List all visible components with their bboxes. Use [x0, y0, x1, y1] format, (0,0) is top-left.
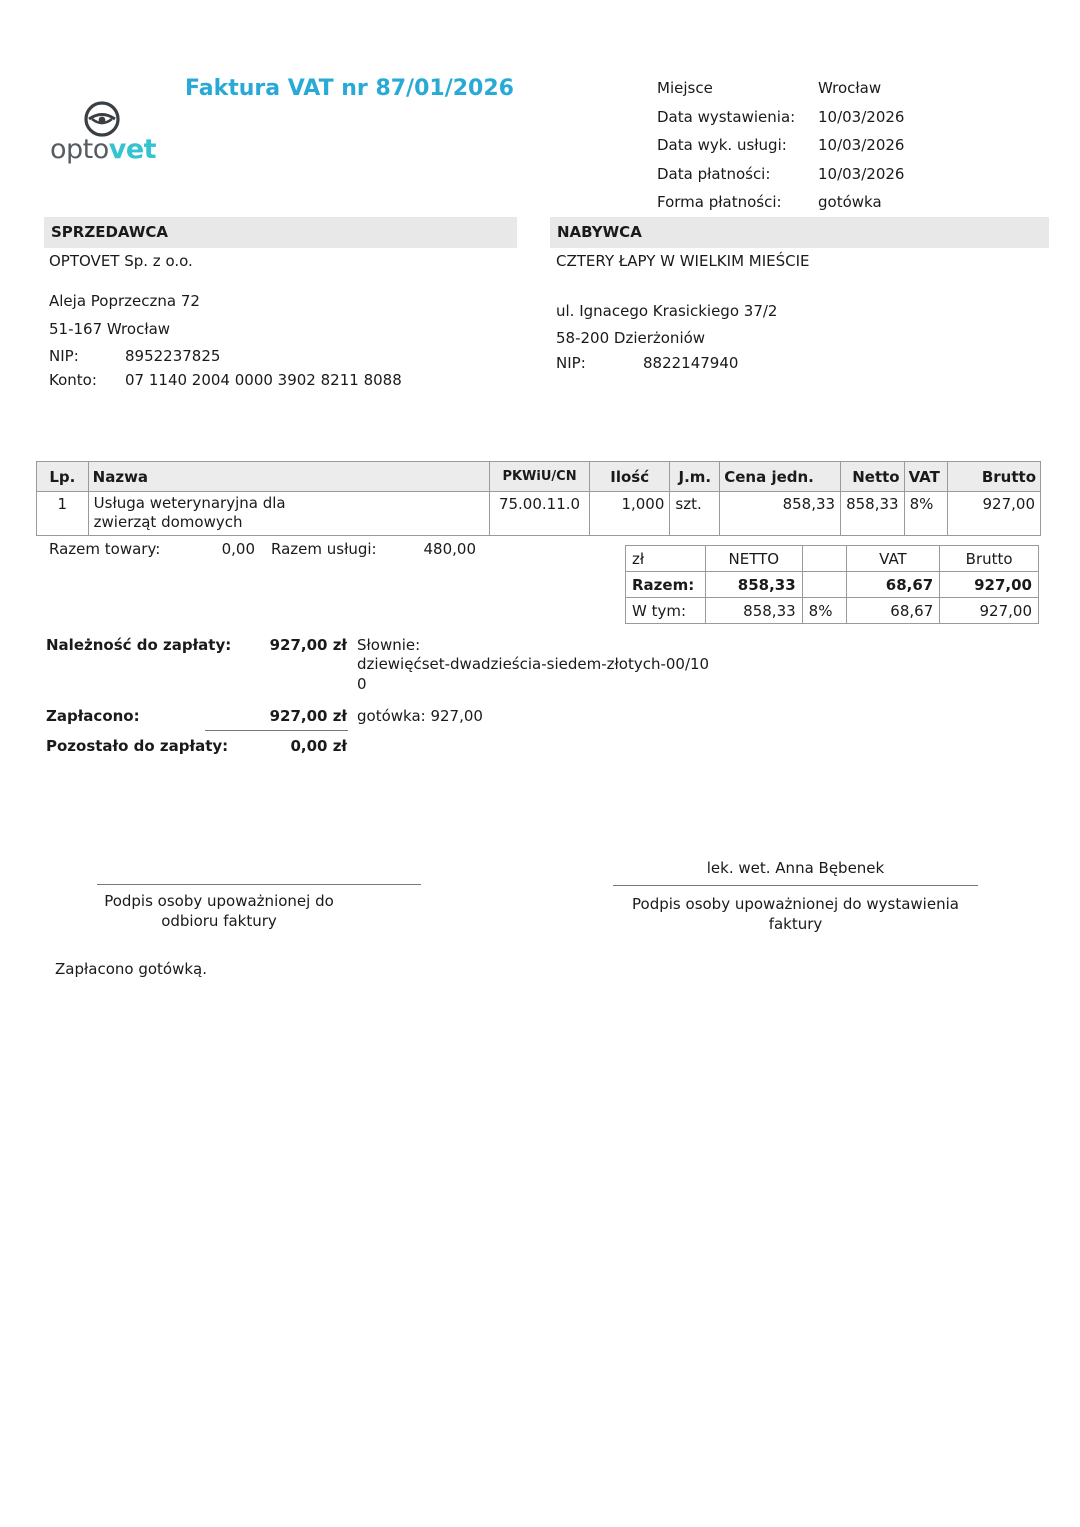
col-unit: J.m.	[670, 462, 720, 492]
summary-net-header: NETTO	[705, 546, 802, 572]
buyer-name: CZTERY ŁAPY W WIELKIM MIEŚCIE	[556, 252, 810, 270]
company-logo	[50, 100, 160, 170]
footer-note: Zapłacono gotówką.	[55, 960, 207, 978]
services-total-value: 480,00	[423, 540, 476, 558]
table-row	[37, 492, 1041, 536]
cell-pkwiu: 75.00.11.0	[490, 492, 590, 536]
summary-incl-label: W tym:	[626, 598, 706, 624]
summary-incl-net: 858,33	[705, 598, 802, 624]
seller-name: OPTOVET Sp. z o.o.	[49, 252, 193, 270]
summary-incl-row	[626, 598, 1039, 624]
cell-unit-price: 858,33	[720, 492, 841, 536]
col-lp: Lp.	[37, 462, 89, 492]
summary-empty-cell	[802, 546, 846, 572]
issuer-signature-caption: Podpis osoby upoważnionej do wystawienia faktury	[632, 895, 959, 933]
cell-name	[88, 492, 489, 536]
buyer-heading: NABYWCA	[550, 217, 1049, 248]
seller-street: Aleja Poprzeczna 72	[49, 292, 200, 310]
buyer-street: ul. Ignacego Krasickiego 37/2	[556, 302, 778, 320]
meta-row-place: Miejsce Wrocław	[657, 79, 882, 98]
summary-total-empty	[802, 572, 846, 598]
amount-words-label: Słownie:	[357, 636, 421, 654]
issuer-name: lek. wet. Anna Bębenek	[706, 859, 885, 877]
remaining-label: Pozostało do zapłaty:	[46, 737, 229, 755]
goods-total-value: 0,00	[221, 540, 255, 558]
meta-row-issue-date: Data wystawienia: 10/03/2026	[657, 107, 905, 126]
cell-vat: 8%	[904, 492, 947, 536]
summary-gross-header: Brutto	[940, 546, 1039, 572]
issuer-signature-line	[613, 885, 978, 886]
items-header-row	[37, 462, 1041, 492]
invoice-meta	[657, 74, 904, 217]
cell-unit: szt.	[670, 492, 720, 536]
col-unit-price: Cena jedn.	[720, 462, 841, 492]
cell-gross: 927,00	[947, 492, 1040, 536]
items-table	[36, 461, 1041, 536]
col-qty: Ilość	[589, 462, 669, 492]
seller-heading: SPRZEDAWCA	[44, 217, 517, 248]
cell-qty: 1,000	[589, 492, 669, 536]
summary-total-vat: 68,67	[846, 572, 940, 598]
summary-currency: zł	[626, 546, 706, 572]
meta-row-payment-date: Data płatności: 10/03/2026	[657, 164, 905, 183]
summary-total-gross: 927,00	[940, 572, 1039, 598]
amount-due-label: Należność do zapłaty:	[46, 636, 232, 654]
buyer-nip: NIP: 8822147940	[556, 354, 739, 372]
amount-words-line2: 0	[357, 675, 367, 693]
vat-summary-table	[625, 545, 1039, 624]
cell-net: 858,33	[841, 492, 905, 536]
col-name: Nazwa	[88, 462, 489, 492]
col-gross: Brutto	[947, 462, 1040, 492]
seller-city: 51-167 Wrocław	[49, 320, 171, 338]
paid-underline	[205, 730, 348, 731]
summary-total-label: Razem:	[626, 572, 706, 598]
meta-row-service-date: Data wyk. usługi: 10/03/2026	[657, 136, 905, 155]
paid-method: gotówka: 927,00	[357, 707, 483, 725]
summary-total-row	[626, 572, 1039, 598]
seller-nip: NIP: 8952237825	[49, 347, 221, 365]
goods-total-label: Razem towary:	[49, 540, 161, 558]
summary-total-net: 858,33	[705, 572, 802, 598]
services-total-label: Razem usługi:	[271, 540, 377, 558]
receiver-signature-caption: Podpis osoby upoważnionej do odbioru faktury	[104, 892, 334, 930]
receiver-signature-line	[97, 884, 421, 885]
invoice-title: Faktura VAT nr 87/01/2026	[185, 76, 514, 101]
col-vat: VAT	[904, 462, 947, 492]
meta-row-payment-method: Forma płatności: gotówka	[657, 193, 882, 212]
remaining-value: 0,00 zł	[290, 737, 347, 755]
amount-words-line1: dziewięćset-dwadzieścia-siedem-złotych-00/10	[357, 655, 710, 673]
logo-text: optovet	[50, 134, 157, 165]
paid-value: 927,00 zł	[269, 707, 347, 725]
cell-lp: 1	[37, 492, 89, 536]
summary-incl-rate: 8%	[802, 598, 846, 624]
summary-incl-gross: 927,00	[940, 598, 1039, 624]
seller-account: Konto: 07 1140 2004 0000 3902 8211 8088	[49, 371, 402, 389]
cell-name-line1: Usługa weterynaryjna dla	[93, 494, 286, 512]
cell-name-line2: zwierząt domowych	[93, 513, 243, 531]
amount-due-value: 927,00 zł	[269, 636, 347, 654]
paid-label: Zapłacono:	[46, 707, 140, 725]
buyer-city: 58-200 Dzierżoniów	[556, 329, 706, 347]
summary-vat-header: VAT	[846, 546, 940, 572]
summary-header-row	[626, 546, 1039, 572]
col-net: Netto	[841, 462, 905, 492]
summary-incl-vat: 68,67	[846, 598, 940, 624]
col-pkwiu: PKWiU/CN	[490, 462, 590, 492]
